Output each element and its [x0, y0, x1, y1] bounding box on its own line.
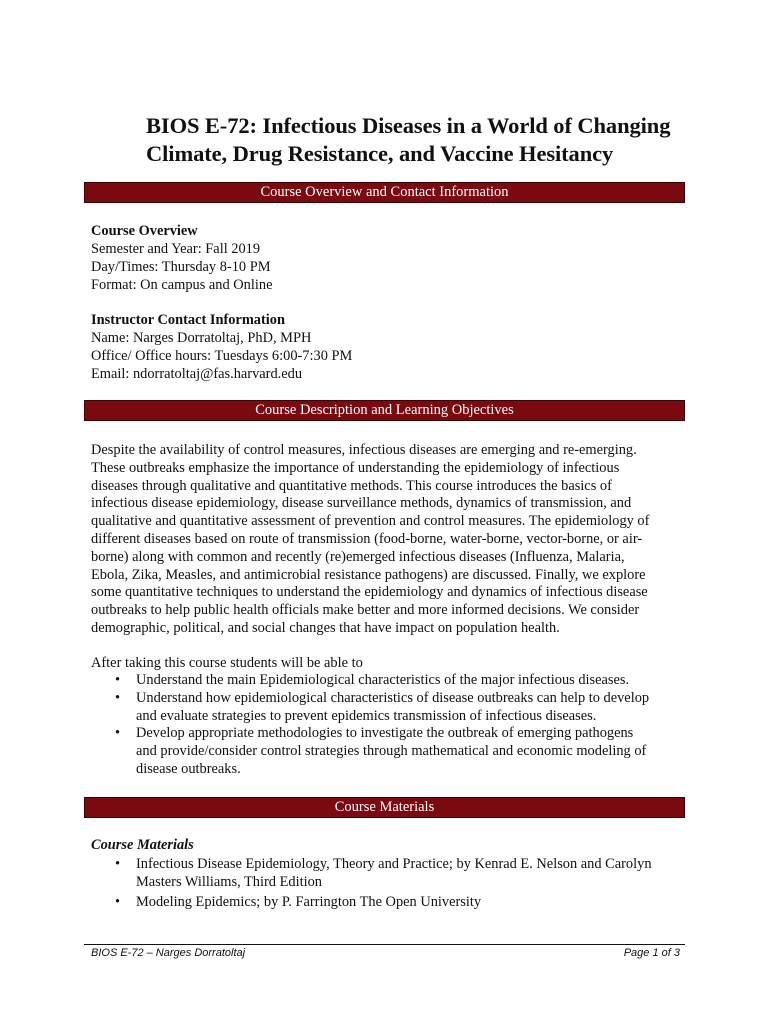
material-line: Modeling Epidemics; by P. Farrington The Open University: [136, 893, 482, 910]
instructor-email: Email: ndorratoltaj@fas.harvard.edu: [91, 366, 303, 382]
bullet-icon: •: [115, 672, 121, 688]
course-materials-list: [91, 856, 691, 911]
description-line: borne) along with common and recently (re)emerged infectious diseases (Influenza, Malaria,: [91, 548, 625, 565]
course-overview-heading: Course Overview: [91, 223, 198, 239]
section-bar-materials: Course Materials: [84, 797, 685, 818]
description-line: Despite the availability of control measures, infectious diseases are emerging and re-emerging.: [91, 442, 637, 458]
course-format: Format: On campus and Online: [91, 277, 273, 293]
footer-course-author: BIOS E-72 – Narges Dorratoltaj: [91, 947, 246, 959]
description-line: some quantitative techniques to understand the epidemiology and dynamics of infectious disease: [91, 584, 648, 601]
office-hours: Office/ Office hours: Tuesdays 6:00-7:30 PM: [91, 348, 353, 364]
material-line: Masters Williams, Third Edition: [136, 873, 322, 890]
description-line: demographic, political, and social changes that have impact on population health.: [91, 619, 560, 636]
list-item: [91, 856, 691, 892]
description-line: Ebola, Zika, Measles, and antimicrobial resistance pathogens) are discussed. Finally, we explore: [91, 566, 646, 583]
instructor-name: Name: Narges Dorratoltaj, PhD, MPH: [91, 330, 312, 346]
objective-line: and provide/consider control strategies through mathematical and economic modeling of: [136, 743, 647, 760]
objective-line: Understand the main Epidemiological characteristics of the major infectious diseases.: [136, 672, 630, 688]
section-bar-overview: Course Overview and Contact Information: [84, 182, 685, 203]
objectives-intro: [91, 655, 691, 673]
instructor-contact-block: [91, 311, 691, 383]
footer-page-number: Page 1 of 3: [623, 947, 680, 959]
description-line: different diseases based on route of transmission (food-borne, water-borne, vector-borne, or air-: [91, 530, 643, 547]
list-item: [91, 672, 691, 690]
description-line: qualitative and quantitative assessment of prevention and control measures. The epidemiology of: [91, 513, 650, 530]
footer-divider: [84, 944, 685, 945]
course-materials-heading: Course Materials: [91, 837, 194, 853]
bullet-icon: •: [115, 689, 121, 706]
description-line: outbreaks to help public health officials make better and more informed decisions. We consider: [91, 602, 640, 619]
course-title: [146, 112, 746, 168]
list-item: [91, 725, 691, 778]
objective-line: Understand how epidemiological characteristics of disease outbreaks can help to develop: [136, 689, 650, 706]
description-line: infectious disease epidemiology, disease surveillance methods, dynamics of transmission, and: [91, 495, 632, 512]
bullet-icon: •: [115, 856, 121, 872]
list-item: [91, 894, 691, 912]
objective-line: Develop appropriate methodologies to investigate the outbreak of emerging pathogens: [136, 725, 634, 742]
learning-objectives-list: [91, 672, 691, 779]
objectives-intro-text: After taking this course students will be able to: [91, 655, 363, 671]
course-overview-block: [91, 222, 691, 294]
course-materials-block: [91, 836, 691, 854]
semester-year: Semester and Year: Fall 2019: [91, 241, 261, 257]
course-description-paragraph: [91, 442, 691, 638]
description-line: diseases through qualitative and quantitative methods. This course introduces the basics of: [91, 477, 612, 494]
material-line: Infectious Disease Epidemiology, Theory and Practice; by Kenrad E. Nelson and Carolyn: [136, 856, 652, 872]
objective-line: and evaluate strategies to prevent epidemics transmission of infectious diseases.: [136, 707, 597, 724]
description-line: These outbreaks emphasize the importance of understanding the epidemiology of infectious: [91, 459, 620, 476]
course-title-line-1: BIOS E-72: Infectious Diseases in a World of Changing: [146, 113, 671, 138]
list-item: [91, 690, 691, 726]
day-times: Day/Times: Thursday 8-10 PM: [91, 259, 271, 275]
bullet-icon: •: [115, 893, 121, 910]
bullet-icon: •: [115, 725, 121, 742]
instructor-contact-heading: Instructor Contact Information: [91, 312, 285, 328]
objective-line: disease outbreaks.: [136, 760, 241, 777]
section-bar-description: Course Description and Learning Objectives: [84, 400, 685, 421]
course-title-line-2: Climate, Drug Resistance, and Vaccine Hesitancy: [146, 141, 614, 166]
